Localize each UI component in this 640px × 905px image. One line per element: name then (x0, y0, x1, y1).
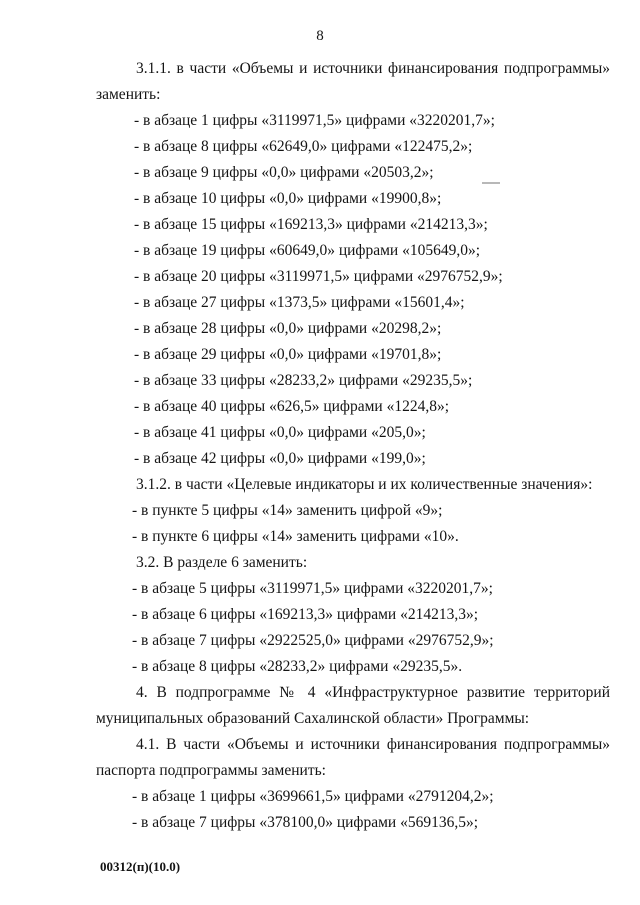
section-4 (96, 680, 610, 732)
list-item: - в абзаце 7 цифры «378100,0» цифрами «569136,5»; (132, 814, 479, 831)
list-item: - в абзаце 8 цифры «28233,2» цифрами «29235,5». (132, 658, 463, 675)
section-4-1 (96, 732, 610, 836)
list-item: - в абзаце 20 цифры «3119971,5» цифрами «2976752,9»; (134, 268, 503, 285)
section-4-1-heading-cont: паспорта подпрограммы заменить: (96, 762, 326, 779)
list-item: - в абзаце 7 цифры «2922525,0» цифрами «2976752,9»; (132, 632, 494, 649)
section-4-1-heading: 4.1. В части «Объемы и источники финансирования подпрограммы» (136, 736, 610, 753)
section-4-heading-cont: муниципальных образований Сахалинской области» Программы: (96, 710, 530, 727)
document-body (96, 56, 610, 836)
list-item: - в абзаце 6 цифры «169213,3» цифрами «214213,3»; (132, 606, 479, 623)
document-code: 00312(п)(10.0) (100, 859, 181, 874)
list-item: - в абзаце 9 цифры «0,0» цифрами «20503,2»; (134, 164, 434, 181)
list-item: - в пункте 5 цифры «14» заменить цифрой «9»; (132, 502, 443, 519)
list-item: - в абзаце 29 цифры «0,0» цифрами «19701,8»; (134, 346, 442, 363)
list-item: - в абзаце 42 цифры «0,0» цифрами «199,0»; (134, 450, 426, 467)
section-4-heading: 4. В подпрограмме № 4 «Инфраструктурное развитие территорий (136, 684, 610, 701)
section-3-1-2-heading: 3.1.2. в части «Целевые индикаторы и их количественные значения»: (136, 476, 593, 493)
list-item: - в абзаце 8 цифры «62649,0» цифрами «122475,2»; (134, 138, 473, 155)
section-3-1-2 (96, 472, 610, 550)
list-item: - в абзаце 5 цифры «3119971,5» цифрами «3220201,7»; (132, 580, 493, 597)
list-item: - в абзаце 27 цифры «1373,5» цифрами «15601,4»; (134, 294, 465, 311)
section-3-2-heading: 3.2. В разделе 6 заменить: (136, 554, 308, 571)
list-item: - в абзаце 19 цифры «60649,0» цифрами «105649,0»; (134, 242, 481, 259)
list-item: - в абзаце 33 цифры «28233,2» цифрами «29235,5»; (134, 372, 473, 389)
section-3-2 (96, 550, 610, 680)
list-item: - в абзаце 10 цифры «0,0» цифрами «19900,8»; (134, 190, 442, 207)
page-number: 8 (316, 28, 324, 44)
list-item: - в абзаце 41 цифры «0,0» цифрами «205,0»; (134, 424, 426, 441)
list-item: - в абзаце 1 цифры «3699661,5» цифрами «2791204,2»; (132, 788, 494, 805)
section-3-1-1 (96, 56, 610, 472)
list-item: - в абзаце 40 цифры «626,5» цифрами «1224,8»; (134, 398, 450, 415)
list-item: - в абзаце 28 цифры «0,0» цифрами «20298,2»; (134, 320, 442, 337)
list-item: - в абзаце 1 цифры «3119971,5» цифрами «3220201,7»; (134, 112, 495, 129)
section-3-1-1-heading-cont: заменить: (96, 86, 161, 103)
list-item: - в пункте 6 цифры «14» заменить цифрами «10». (132, 528, 459, 545)
section-3-1-1-heading: 3.1.1. в части «Объемы и источники финансирования подпрограммы» (136, 60, 610, 77)
list-item: - в абзаце 15 цифры «169213,3» цифрами «214213,3»; (134, 216, 488, 233)
